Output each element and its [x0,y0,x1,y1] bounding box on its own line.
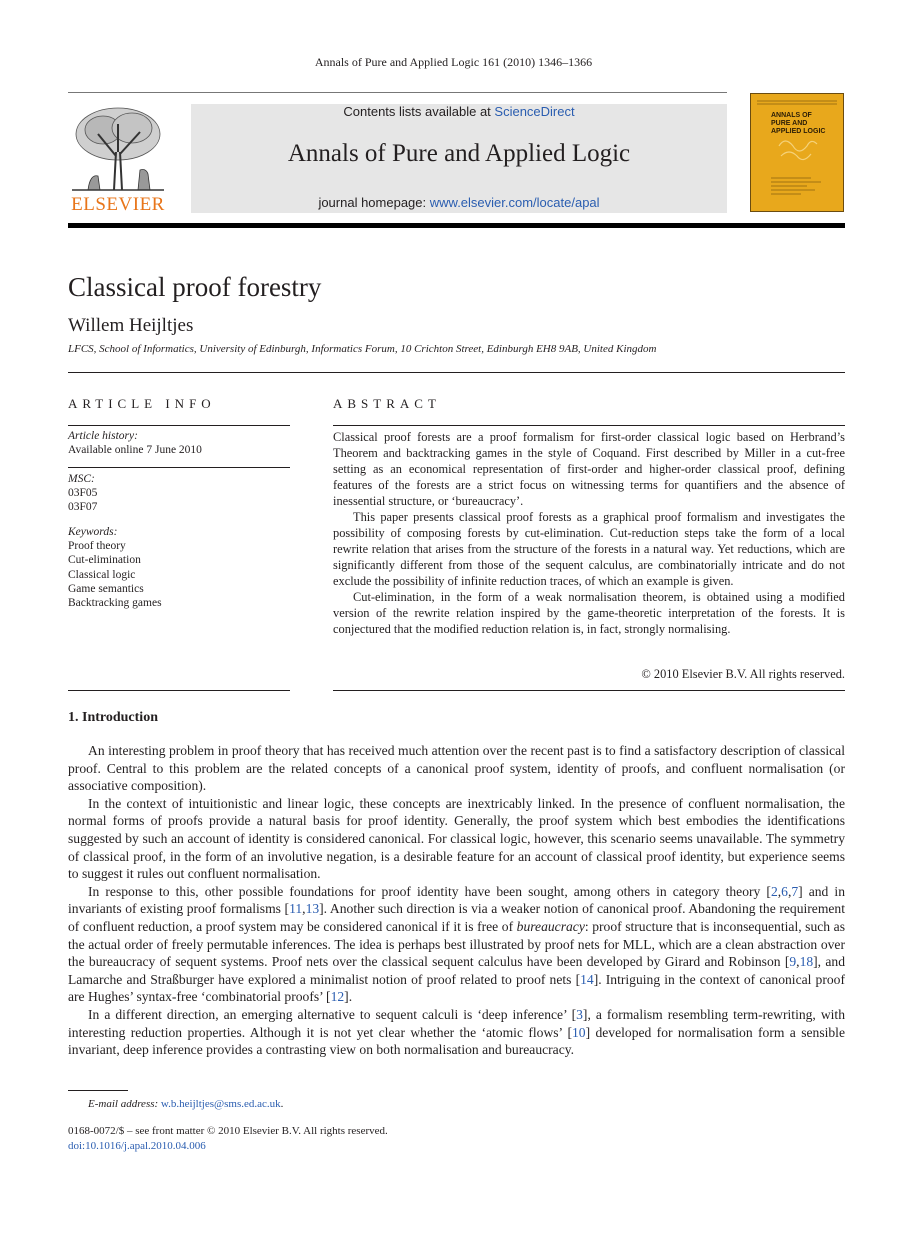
msc-label: MSC: [68,473,95,485]
keywords-label: Keywords: [68,526,118,538]
citation-link[interactable]: 12 [330,989,345,1005]
emphasis-text: bureaucracy [516,918,585,934]
keyword-item: Cut-elimination [68,554,141,567]
text-run: ]. Intriguing in the context of canonical proof are Hughes’ syntax-free ‘combinatorial proofs’ [ [68,971,845,1005]
body-paragraph [68,883,845,1006]
keyword-item: Backtracking games [68,597,162,610]
text-run: , [787,883,792,899]
abstract-heading: ABSTRACT [333,396,441,411]
doi-link[interactable]: doi:10.1016/j.apal.2010.04.006 [68,1140,206,1152]
text-run: In response to this, other possible foundations for proof identity have been sought, among others in category theory [ [88,883,771,899]
email-end: . [280,1098,284,1110]
abstract-paragraph: Classical proof forests are a proof formalism for first-order classical logic based on Herbrand’s Theorem and backtracking games in the style of Coquand. First described by Miller in a cut-free setting as an economical representation of first-order and higher-order classical proof, defining features of the forests are a strict focus on witnessing terms for quantifiers and the absence of inessential structure, or ‘bureaucracy’. [333,430,845,508]
contents-prefix: Contents lists available at [343,104,495,119]
abstract-bottom-rule [333,690,845,691]
text-run: ] developed for normalisation form a sensible invariant, deep inference provides a contrasting view on both normalisation and bureaucracy. [68,1024,845,1058]
running-head: Annals of Pure and Applied Logic 161 (2010) 1346–1366 [314,55,593,69]
footnote-email [88,1098,283,1110]
text-run: In a different direction, an emerging alternative to sequent calculi is ‘deep inference’ [ [88,1006,577,1022]
cover-title-line: APPLIED LOGIC [771,128,826,135]
cover-title-line: ANNALS OF [771,112,812,119]
text-run: ], and Lamarche and Straßburger have explored a minimalist notion of proof related to proof nets [ [68,954,846,987]
footnote-rule [68,1090,128,1091]
issn-line: 0168-0072/$ – see front matter © 2010 Elsevier B.V. All rights reserved. [68,1125,388,1137]
homepage-prefix: journal homepage: [318,195,430,210]
body-paragraph [68,1006,845,1059]
section-heading-introduction: 1. Introduction [68,710,158,725]
text-run: , [796,954,800,970]
history-value: Available online 7 June 2010 [68,444,202,457]
contents-availability [191,104,727,119]
journal-title: Annals of Pure and Applied Logic [287,140,631,167]
body-paragraph: An interesting problem in proof theory that has received much attention over the recent past is to find a satisfactory description of classical proof. Central to this problem are the related concepts of a canonical proof system, identity of proofs, and confluent normalisation (or associative composition). [68,743,845,794]
article-info-rule [68,467,290,468]
homepage-link[interactable]: www.elsevier.com/locate/apal [429,195,600,210]
citation-link[interactable]: 18 [799,954,814,970]
msc-block [68,472,290,515]
text-run: ]. [344,989,353,1005]
text-run: : proof structure that is inconsequential, such as the actual order of freely permutable inferences. The idea is perhaps best illustrated by proof nets for MLL, which are a clean abstraction over the bureaucracy of sequent systems. Proof nets over the classical sequent calculus have been developed by Girard and Robinson [ [68,918,845,970]
elsevier-wordmark: ELSEVIER [71,194,165,215]
title-rule [68,372,845,373]
journal-banner [191,104,727,213]
citation-link[interactable]: 9 [789,954,797,970]
abstract-body [333,429,845,637]
body-paragraph: In the context of intuitionistic and linear logic, these concepts are inextricably linked. In the presence of confluent normalisation, the normal forms of proofs provide a natural basis for proof identity. Generally, the proof system which best embodies the identifications suggested by such an account of identity is considered canonical. For classical logic, however, this scenario seems unavailable. The symmetry of classical proof, in the form of an involutive negation, is a desirable feature for an account of classical proof identity, but experience seems to suggest it rules out confluent normalisation. [68,795,845,882]
history-label: Article history: [68,430,138,442]
article-title: Classical proof forestry [68,272,322,302]
citation-link[interactable]: 7 [791,883,799,899]
abstract-rule [333,425,845,426]
email-label: E-mail address: [88,1098,159,1110]
journal-cover [750,93,844,212]
citation-link[interactable]: 3 [576,1006,583,1022]
abstract-paragraph: Cut-elimination, in the form of a weak normalisation theorem, is obtained using a modified version of the rewrite relation inspired by the game-theoretic interpretation of the forests. It is conjectured that the modified reduction relation is, in fact, strongly normalising. [333,590,845,636]
keyword-item: Proof theory [68,540,126,553]
author-affiliation: LFCS, School of Informatics, University of Edinburgh, Informatics Forum, 10 Crichton Street, Edinburgh EH8 9AB, United Kingdom [68,343,657,355]
introduction-body [68,742,845,1059]
header-thick-rule [68,223,845,228]
article-info-bottom-rule [68,690,290,691]
citation-link[interactable]: 11 [289,901,303,917]
citation-link[interactable]: 13 [305,901,320,917]
article-info-rule [68,425,290,426]
elsevier-logo [68,104,168,214]
cover-title-line: PURE AND [771,120,808,127]
msc-code: 03F05 [68,487,98,500]
tree-icon [68,104,168,192]
text-run: ] and in invariants of existing proof formalisms [ [68,883,845,917]
citation-link[interactable]: 6 [781,883,788,899]
sciencedirect-link[interactable]: ScienceDirect [494,104,575,119]
text-run: ], a formalism resembling term-rewriting, with interesting reduction properties. Although it is not yet clear whether the ‘atomic flows’ [ [68,1006,846,1040]
text-run: , [302,901,306,917]
author-name: Willem Heijltjes [68,315,194,336]
keywords-block [68,525,290,610]
email-link[interactable]: w.b.heijltjes@sms.ed.ac.uk [160,1098,281,1110]
citation-link[interactable]: 10 [571,1024,586,1040]
copyright-line: © 2010 Elsevier B.V. All rights reserved. [641,667,845,681]
text-run: , [777,883,782,899]
citation-link[interactable]: 2 [770,883,778,899]
text-run: ]. Another such direction is via a weaker notion of canonical proof. Abandoning the requirement of confluent reduction, a proof system may be considered canonical if it is free of [68,901,846,934]
msc-code: 03F07 [68,501,98,514]
cover-title [771,112,825,136]
article-info-heading: ARTICLE INFO [68,396,216,411]
citation-link[interactable]: 14 [580,971,594,987]
header-top-rule [68,92,727,93]
abstract-paragraph: This paper presents classical proof forests as a graphical proof formalism and investigates the possibility of composing forests by cut-elimination. Cut-reduction steps take the form of a local rewrite relation that arises from the structure of the forests in a natural way. Yet reductions, which are significantly different from those of the sequent calculus, are combinatorially intricate and do not exclude the possibility of infinite reduction traces, of which an example is given. [333,510,845,588]
article-history [68,429,290,457]
keyword-item: Classical logic [68,568,136,581]
keyword-item: Game semantics [68,582,144,595]
journal-homepage [191,195,727,210]
